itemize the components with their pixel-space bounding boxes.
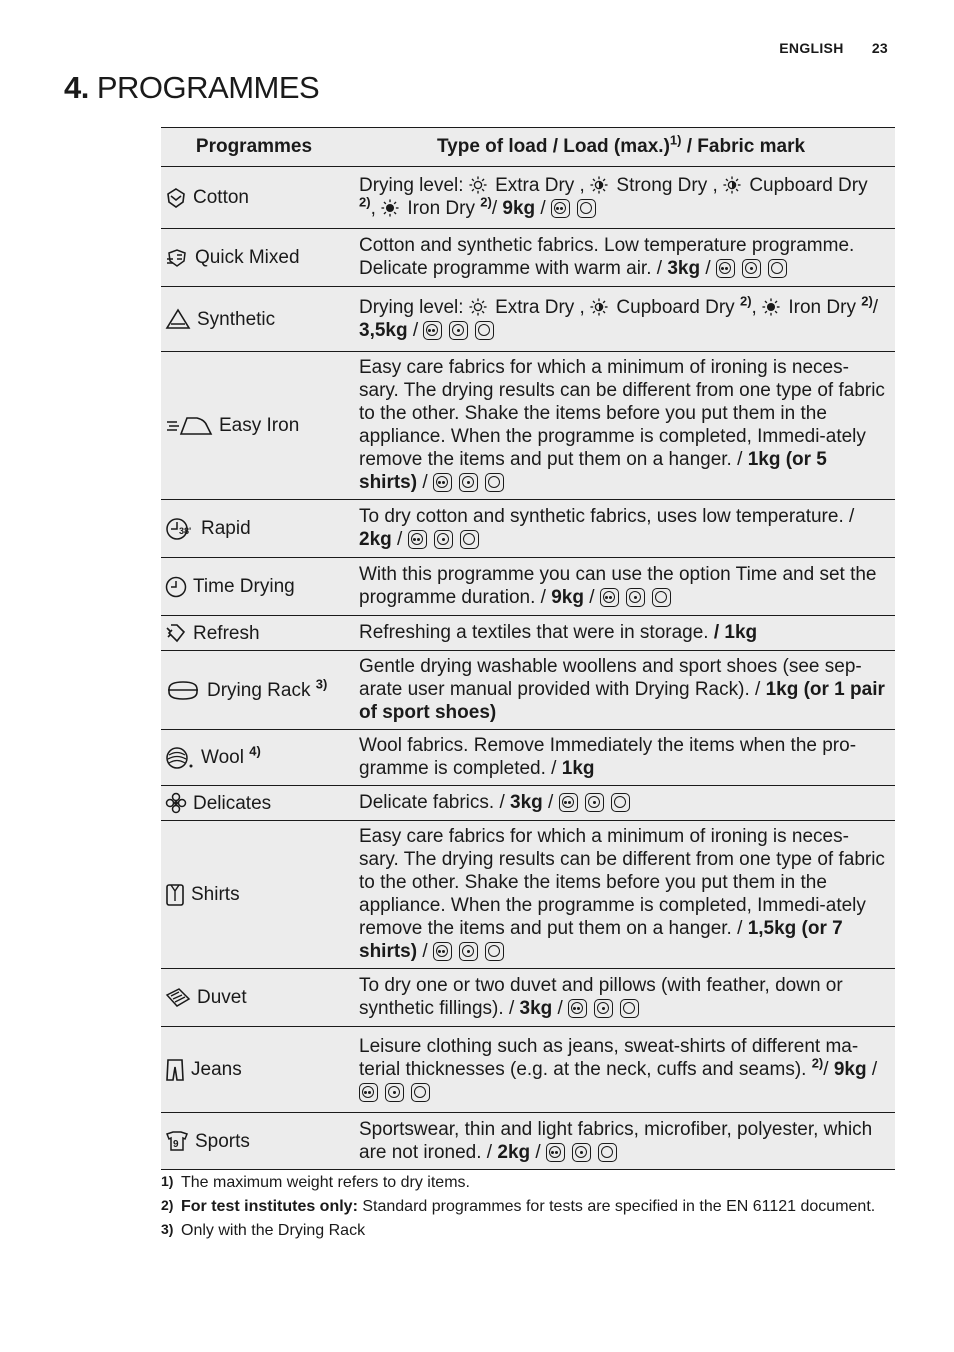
strong-dry-icon — [590, 176, 608, 194]
fabric-mark-icon — [460, 530, 479, 549]
table-row — [161, 1113, 895, 1170]
description-cell: Easy care fabrics for which a minimum of ironing is neces-sary. The drying results can be different from one type of fabric to the other. Shake the items before you put them in the appliance. When the programme is completed, Immedi-ately remove the items and put them on a hanger. / 1,5kg (or 7 shirts) / — [347, 821, 895, 969]
footnote: 3) Only with the Drying Rack — [161, 1221, 366, 1239]
description-cell: Refreshing a textiles that were in storage. / 1kg — [347, 616, 895, 651]
fabric-mark-icon — [423, 321, 442, 340]
programme-name: Drying Rack — [207, 679, 311, 701]
table-row — [161, 969, 895, 1027]
iron-dry-icon — [762, 298, 780, 316]
description-cell: Drying level: Extra Dry , Strong Dry , Cupboard Dry $^{2)}$, Iron Dry $^{2)}$/ 9kg / — [347, 167, 895, 229]
programme-cell — [161, 730, 347, 786]
programmes-table — [161, 127, 895, 1170]
description-cell: Cotton and synthetic fabrics. Low temperature programme. Delicate programme with warm air. / 3kg / — [347, 229, 895, 287]
cupboard-dry-icon — [723, 176, 741, 194]
delicates-icon — [165, 792, 187, 814]
programme-name: Quick Mixed — [195, 247, 300, 268]
description-cell: Gentle drying washable woollens and sport shoes (see sep-arate user manual provided with Drying Rack). / 1kg (or 1 pair of sport shoes) — [347, 651, 895, 730]
shirts-icon — [165, 883, 185, 907]
fabric-mark-icon — [572, 1143, 591, 1162]
language-label: ENGLISH — [779, 40, 844, 56]
fabric-mark-icon — [716, 259, 735, 278]
fabric-mark-icon — [475, 321, 494, 340]
table-row — [161, 229, 895, 287]
fabric-mark-icon — [742, 259, 761, 278]
fabric-mark-icon — [546, 1143, 565, 1162]
fabric-mark-icon — [485, 942, 504, 961]
table-row — [161, 167, 895, 229]
time-drying-icon — [165, 576, 187, 598]
programme-name: Sports — [195, 1130, 250, 1152]
section-number: 4. — [64, 70, 89, 105]
cupboard-dry-icon — [590, 298, 608, 316]
fabric-mark-icon — [577, 199, 596, 218]
jeans-icon — [165, 1058, 185, 1082]
programme-name: Time Drying — [193, 576, 295, 597]
drying-rack-icon — [165, 679, 201, 701]
table-row — [161, 730, 895, 786]
fabric-mark-icon — [600, 588, 619, 607]
footnote: 2) For test institutes only: Standard programmes for tests are specified in the EN 61121 document. — [161, 1197, 876, 1215]
programme-cell — [161, 1113, 347, 1170]
header-load: Type of load / Load $(\max.)^{1)}$ / Fabric mark — [347, 128, 895, 167]
table-row — [161, 558, 895, 616]
programme-cell — [161, 821, 347, 969]
fabric-mark-icon — [551, 199, 570, 218]
easy-iron-icon — [165, 414, 213, 438]
fabric-mark-icon — [449, 321, 468, 340]
section-title-text: PROGRAMMES — [96, 70, 320, 105]
page-number: 23 — [871, 40, 888, 56]
fabric-mark-icon — [459, 942, 478, 961]
programme-cell — [161, 500, 347, 558]
programme-cell — [161, 352, 347, 500]
fabric-mark-icon — [434, 530, 453, 549]
quick-mixed-icon — [165, 247, 189, 269]
synthetic-icon — [165, 308, 191, 330]
table-row — [161, 500, 895, 558]
fabric-mark-icon — [385, 1083, 404, 1102]
fabric-mark-icon — [485, 473, 504, 492]
programme-cell — [161, 651, 347, 730]
table-row — [161, 287, 895, 352]
fabric-mark-icon — [359, 1083, 378, 1102]
description-cell: Delicate fabrics. / 3kg / — [347, 786, 895, 821]
description-cell: With this programme you can use the option Time and set the programme duration. / 9kg / — [347, 558, 895, 616]
rapid-icon — [165, 517, 195, 541]
footnote: 1) The maximum weight refers to dry items. — [161, 1173, 470, 1191]
section-title — [64, 70, 319, 106]
table-row — [161, 352, 895, 500]
page-header — [755, 40, 888, 56]
fabric-mark-icon — [768, 259, 787, 278]
fabric-mark-icon — [459, 473, 478, 492]
programme-cell — [161, 616, 347, 651]
description-cell: Easy care fabrics for which a minimum of ironing is neces-sary. The drying results can be different from one type of fabric to the other. Shake the items before you put them in the appliance. When the programme is completed, Immedi-ately remove the items and put them on a hanger. / 1kg (or 5 shirts) / — [347, 352, 895, 500]
programme-name: Duvet — [197, 987, 247, 1008]
footnote-ref: 4) — [249, 743, 261, 759]
svg-text:38': 38' — [179, 525, 192, 536]
cotton-icon — [165, 187, 187, 209]
header-programmes: Programmes — [161, 128, 347, 167]
programme-name: Refresh — [193, 622, 260, 644]
programme-cell — [161, 287, 347, 352]
programme-name: Shirts — [191, 883, 240, 905]
fabric-mark-icon — [620, 999, 639, 1018]
programme-cell — [161, 558, 347, 616]
table-row — [161, 1027, 895, 1113]
programme-cell — [161, 969, 347, 1027]
programme-name: Synthetic — [197, 308, 276, 330]
fabric-mark-icon — [411, 1083, 430, 1102]
programme-name: Jeans — [191, 1058, 242, 1080]
fabric-mark-icon — [559, 793, 578, 812]
wool-icon — [165, 746, 195, 770]
description-cell: To dry one or two duvet and pillows (with feather, down or synthetic fillings). / 3kg / — [347, 969, 895, 1027]
table-header-row — [161, 128, 895, 167]
programme-name: Delicates — [193, 792, 272, 814]
iron-dry-icon — [381, 199, 399, 217]
programme-name: Easy Iron — [219, 414, 300, 436]
refresh-icon — [165, 622, 187, 644]
programme-name: Rapid — [201, 517, 251, 539]
duvet-icon — [165, 987, 191, 1009]
fabric-mark-icon — [408, 530, 427, 549]
footnotes — [161, 1173, 895, 1245]
fabric-mark-icon — [433, 942, 452, 961]
fabric-mark-icon — [568, 999, 587, 1018]
table-row — [161, 616, 895, 651]
fabric-mark-icon — [626, 588, 645, 607]
extra-dry-icon — [469, 176, 487, 194]
footnote-ref: 3) — [315, 676, 328, 692]
sports-icon — [165, 1130, 189, 1152]
table-row — [161, 651, 895, 730]
table-row — [161, 786, 895, 821]
programme-cell — [161, 1027, 347, 1113]
description-cell: Drying level: Extra Dry , Cupboard Dry $^{2)}$, Iron Dry $^{2)}$/ 3,5kg / — [347, 287, 895, 352]
programme-cell — [161, 167, 347, 229]
svg-text:9: 9 — [173, 1139, 179, 1151]
programme-cell — [161, 786, 347, 821]
description-cell: Leisure clothing such as jeans, sweat-shirts of different ma-terial thicknesses (e.g. at the neck, cuffs and seams). $^{2)}$/ 9kg / — [347, 1027, 895, 1113]
fabric-mark-icon — [652, 588, 671, 607]
fabric-mark-icon — [433, 473, 452, 492]
fabric-mark-icon — [598, 1143, 617, 1162]
description-cell: Wool fabrics. Remove Immediately the items when the pro-gramme is completed. / 1kg — [347, 730, 895, 786]
description-cell: Sportswear, thin and light fabrics, microfiber, polyester, which are not ironed. / 2kg / — [347, 1113, 895, 1170]
fabric-mark-icon — [585, 793, 604, 812]
fabric-mark-icon — [611, 793, 630, 812]
fabric-mark-icon — [594, 999, 613, 1018]
description-cell: To dry cotton and synthetic fabrics, uses low temperature. / 2kg / — [347, 500, 895, 558]
table-row — [161, 821, 895, 969]
programme-name: Cotton — [193, 187, 249, 208]
extra-dry-icon — [469, 298, 487, 316]
programme-cell — [161, 229, 347, 287]
programme-name: Wool — [201, 746, 244, 768]
